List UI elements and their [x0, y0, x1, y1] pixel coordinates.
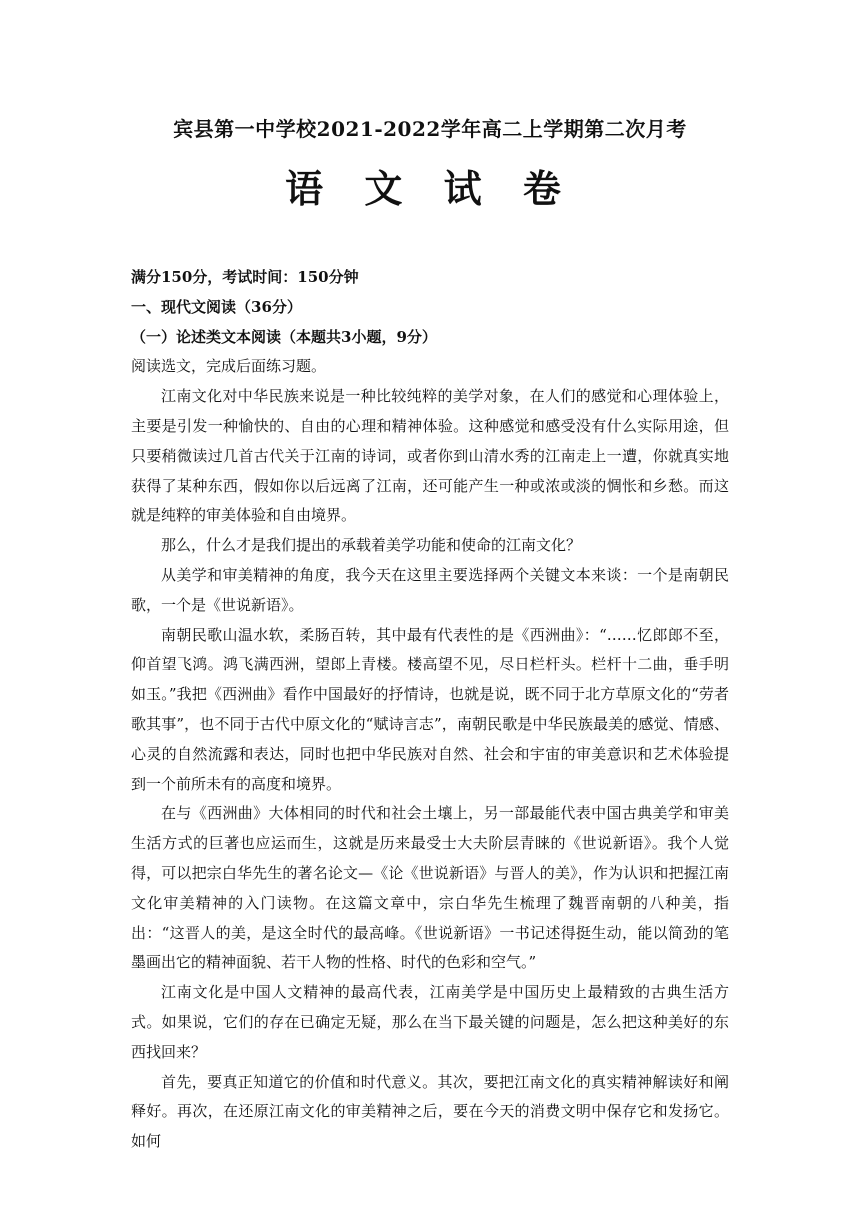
article-paragraph: 江南文化对中华民族来说是一种比较纯粹的美学对象，在人们的感觉和心理体验上，主要是引发一种愉快的、自由的心理和精神体验。这种感觉和感受没有什么实际用途，但只要稍微读过几首古代关于江南的诗词，或者你到山清水秀的江南走上一遭，你就真实地获得了某种东西，假如你以后远离了江南，还可能产生一种或浓或淡的惆怅和乡愁。而这就是纯粹的审美体验和自由境界。	[131, 387, 729, 525]
reading-instruction: 阅读选文，完成后面练习题。	[131, 357, 327, 376]
article-paragraph: 南朝民歌山温水软，柔肠百转，其中最有代表性的是《西洲曲》：“……忆郎郎不至，仰首望飞鸿。鸿飞满西洲，望郎上青楼。楼高望不见，尽日栏杆头。栏杆十二曲，垂手明如玉。”我把《西洲曲》看作中国最好的抒情诗，也就是说，既不同于北方草原文化的“劳者歌其事”，也不同于古代中原文化的“赋诗言志”，南朝民歌是中华民族最美的感觉、情感、心灵的自然流露和表达，同时也把中华民族对自然、社会和宇宙的审美意识和艺术体验提到一个前所未有的高度和境界。	[131, 625, 729, 793]
subject-title: 语 文 试 卷	[285, 166, 575, 211]
article-paragraph: 那么，什么才是我们提出的承载着美学功能和使命的江南文化？	[161, 536, 582, 555]
exam-title: 宾县第一中学校2021-2022学年高二上学期第二次月考	[173, 117, 687, 141]
score-time-line: 满分150分，考试时间：150分钟	[131, 268, 359, 286]
article-paragraph: 在与《西洲曲》大体相同的时代和社会土壤上，另一部最能代表中国古典美学和审美生活方式的巨著也应运而生，这就是历来最受士大夫阶层青睐的《世说新语》。我个人觉得，可以把宗白华先生的著名论文—《论《世说新语》与晋人的美》，作为认识和把握江南文化审美精神的入门读物。在这篇文章中，宗白华先生梳理了魏晋南朝的八种美，指出：“这晋人的美，是这全时代的最高峰。《世说新语》一书记述得挺生动，能以简劲的笔墨画出它的精神面貌、若干人物的性格、时代的色彩和空气。”	[131, 804, 729, 972]
article-paragraph: 江南文化是中国人文精神的最高代表，江南美学是中国历史上最精致的古典生活方式。如果说，它们的存在已确定无疑，那么在当下最关键的问题是，怎么把这种美好的东西找回来？	[131, 983, 729, 1061]
exam-content	[131, 263, 729, 1157]
article-paragraph: 首先，要真正知道它的价值和时代意义。其次，要把江南文化的真实精神解读好和阐释好。再次，在还原江南文化的审美精神之后，要在今天的消费文明中保存它和发扬它。如何	[131, 1072, 729, 1151]
section-heading: 一、现代文阅读（36分）	[131, 297, 302, 316]
subsection-heading: （一）论述类文本阅读（本题共3小题，9分）	[131, 327, 437, 346]
article-paragraph: 从美学和审美精神的角度，我今天在这里主要选择两个关键文本来谈：一个是南朝民歌，一个是《世说新语》。	[131, 565, 729, 614]
